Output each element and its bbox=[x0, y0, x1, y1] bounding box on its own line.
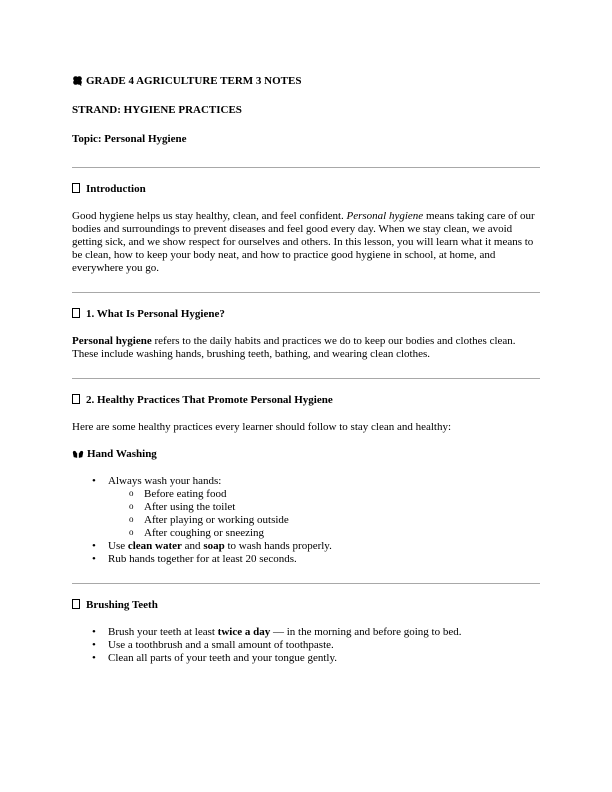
document-title bbox=[72, 75, 540, 88]
divider bbox=[72, 583, 540, 584]
list-item: • Brush your teeth at least twice a day — in the morning and before going to bed. bbox=[72, 626, 540, 639]
handwashing-list bbox=[72, 475, 540, 566]
title-text: GRADE 4 AGRICULTURE TERM 3 NOTES bbox=[86, 75, 302, 87]
list-item: • Use a toothbrush and a small amount of toothpaste. bbox=[72, 639, 540, 652]
section1-paragraph: Personal hygiene refers to the daily habits and practices we do to keep our bodies and clothes clean. These include washing hands, brushing teeth, bathing, and wearing clean clothes. bbox=[72, 335, 516, 360]
divider bbox=[72, 167, 540, 168]
placeholder-box-icon bbox=[72, 394, 80, 404]
strand-heading: STRAND: HYGIENE PRACTICES bbox=[72, 104, 242, 116]
section2-heading: 2. Healthy Practices That Promote Personal Hygiene bbox=[72, 394, 540, 407]
placeholder-box-icon bbox=[72, 308, 80, 318]
list-item: o Before eating food bbox=[72, 488, 540, 501]
divider bbox=[72, 292, 540, 293]
section1-heading: 1. What Is Personal Hygiene? bbox=[72, 308, 540, 321]
hands-icon bbox=[72, 450, 84, 459]
intro-heading: Introduction bbox=[72, 183, 540, 196]
list-item: • Use clean water and soap to wash hands properly. bbox=[72, 540, 540, 553]
brushing-list bbox=[72, 626, 540, 665]
handwashing-heading: Hand Washing bbox=[72, 448, 540, 461]
clover-icon bbox=[72, 75, 83, 86]
topic-heading: Topic: Personal Hygiene bbox=[72, 133, 187, 145]
list-item: o After coughing or sneezing bbox=[72, 527, 540, 540]
list-item: • Rub hands together for at least 20 seconds. bbox=[72, 553, 540, 566]
intro-paragraph: Good hygiene helps us stay healthy, clean, and feel confident. Personal hygiene means taking care of our bodies and surroundings to prevent diseases and feel good every day. When we stay clean, we avoid getting sick, and we show respect for ourselves and others. In this lesson, you will learn what it means to be clean, how to keep your body neat, and how to practice good hygiene in school, at home, and everywhere you go. bbox=[72, 210, 535, 274]
placeholder-box-icon bbox=[72, 599, 80, 609]
brushing-heading: Brushing Teeth bbox=[72, 599, 540, 612]
divider bbox=[72, 378, 540, 379]
placeholder-box-icon bbox=[72, 183, 80, 193]
section2-intro: Here are some healthy practices every learner should follow to stay clean and healthy: bbox=[72, 421, 452, 433]
list-item: • Always wash your hands: bbox=[72, 475, 540, 488]
document-page bbox=[72, 72, 540, 665]
list-item: o After playing or working outside bbox=[72, 514, 540, 527]
list-item: o After using the toilet bbox=[72, 501, 540, 514]
list-item: • Clean all parts of your teeth and your tongue gently. bbox=[72, 652, 540, 665]
